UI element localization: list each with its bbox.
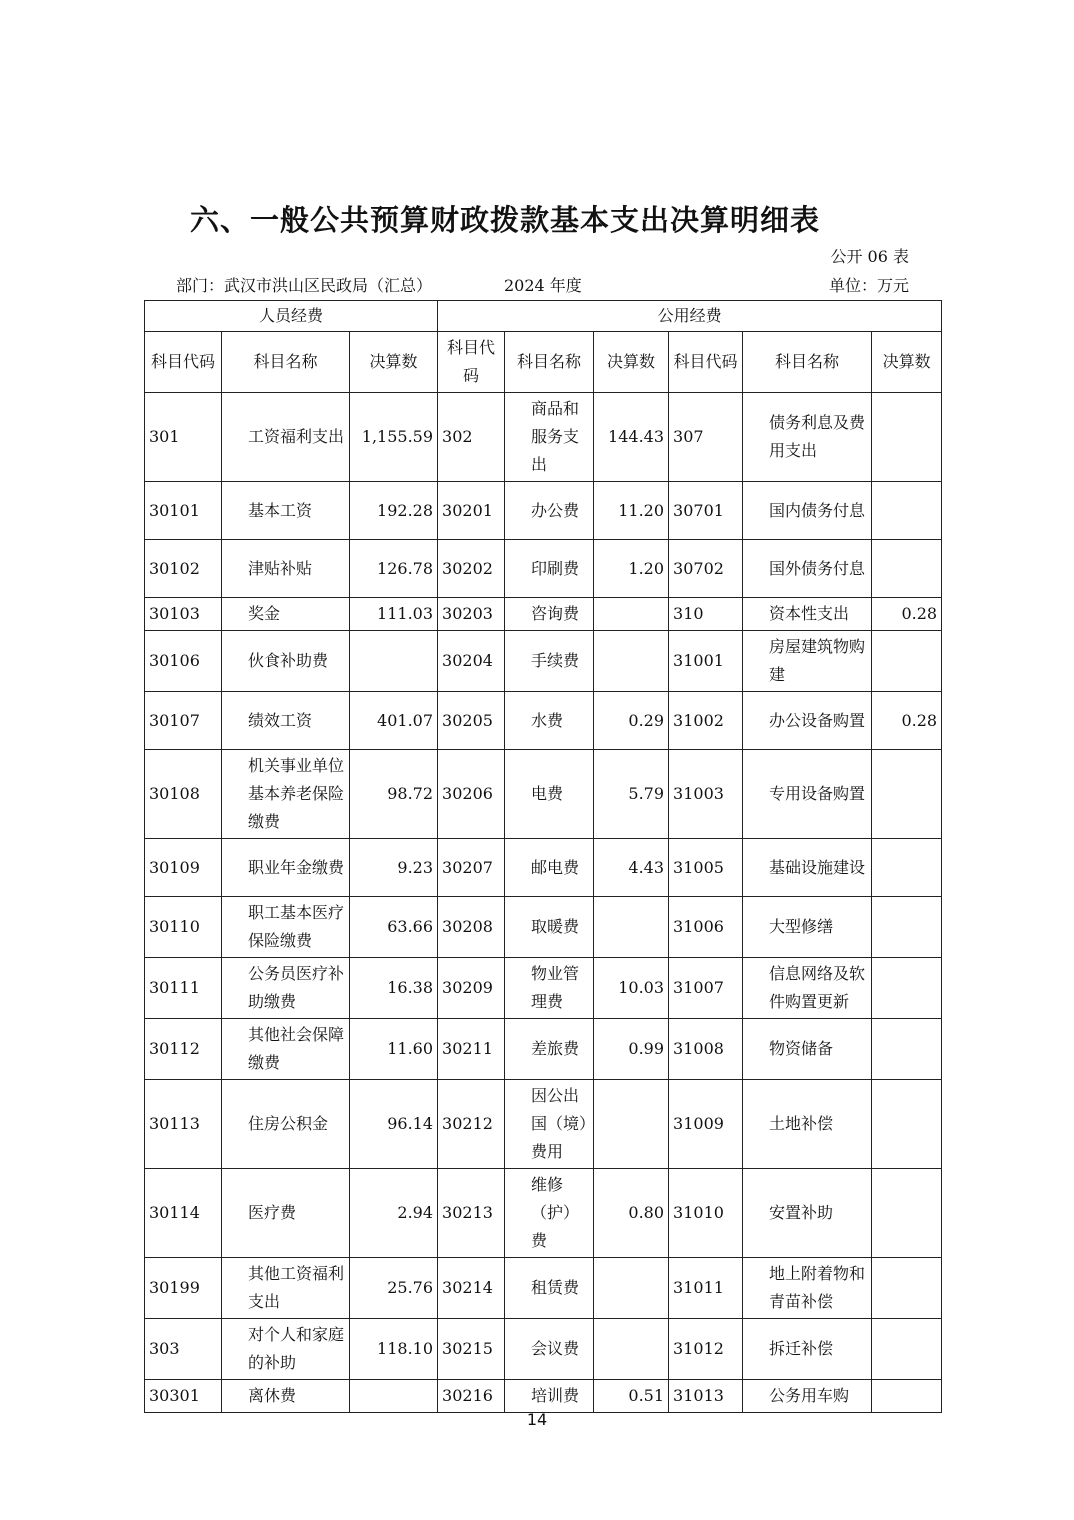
cell-personnel-name: 奖金 bbox=[222, 598, 350, 631]
cell-capital-name: 国内债务付息 bbox=[743, 482, 872, 540]
table-row bbox=[145, 958, 942, 1019]
personnel-group-header: 人员经费 bbox=[145, 301, 438, 332]
cell-personnel-name: 公务员医疗补助缴费 bbox=[222, 958, 350, 1019]
cell-public-name: 办公费 bbox=[505, 482, 594, 540]
page-number: 14 bbox=[526, 1410, 548, 1429]
cell-capital-code: 30702 bbox=[669, 540, 743, 598]
cell-capital-name: 物资储备 bbox=[743, 1019, 872, 1080]
cell-personnel-code: 30106 bbox=[145, 631, 222, 692]
table-row bbox=[145, 598, 942, 631]
cell-public-amount bbox=[594, 631, 669, 692]
cell-public-name: 印刷费 bbox=[505, 540, 594, 598]
cell-capital-amount bbox=[872, 482, 942, 540]
cell-public-amount bbox=[594, 897, 669, 958]
cell-personnel-name: 职工基本医疗保险缴费 bbox=[222, 897, 350, 958]
cell-personnel-code: 30114 bbox=[145, 1169, 222, 1258]
public-group-header: 公用经费 bbox=[438, 301, 942, 332]
cell-personnel-amount: 96.14 bbox=[350, 1080, 438, 1169]
table-row bbox=[145, 393, 942, 482]
cell-capital-amount: 0.28 bbox=[872, 598, 942, 631]
cell-capital-amount: 0.28 bbox=[872, 692, 942, 750]
table-row bbox=[145, 1169, 942, 1258]
cell-public-name: 邮电费 bbox=[505, 839, 594, 897]
cell-personnel-amount: 111.03 bbox=[350, 598, 438, 631]
cell-public-name: 水费 bbox=[505, 692, 594, 750]
cell-personnel-amount: 25.76 bbox=[350, 1258, 438, 1319]
cell-personnel-amount bbox=[350, 1380, 438, 1413]
table-row bbox=[145, 540, 942, 598]
cell-public-amount: 144.43 bbox=[594, 393, 669, 482]
cell-personnel-amount: 192.28 bbox=[350, 482, 438, 540]
cell-public-code: 30215 bbox=[438, 1319, 505, 1380]
cell-capital-code: 31010 bbox=[669, 1169, 743, 1258]
table-row bbox=[145, 1319, 942, 1380]
cell-public-code: 30212 bbox=[438, 1080, 505, 1169]
cell-public-amount: 1.20 bbox=[594, 540, 669, 598]
cell-public-code: 30216 bbox=[438, 1380, 505, 1413]
cell-public-code: 30203 bbox=[438, 598, 505, 631]
table-row bbox=[145, 1080, 942, 1169]
cell-personnel-amount: 63.66 bbox=[350, 897, 438, 958]
cell-public-code: 30205 bbox=[438, 692, 505, 750]
cell-capital-name: 国外债务付息 bbox=[743, 540, 872, 598]
cell-personnel-amount: 1,155.59 bbox=[350, 393, 438, 482]
table-code: 公开 06 表 bbox=[830, 247, 909, 266]
cell-public-amount: 11.20 bbox=[594, 482, 669, 540]
cell-public-name: 租赁费 bbox=[505, 1258, 594, 1319]
cell-public-name: 咨询费 bbox=[505, 598, 594, 631]
cell-capital-name: 房屋建筑物购建 bbox=[743, 631, 872, 692]
cell-public-code: 30207 bbox=[438, 839, 505, 897]
cell-personnel-name: 工资福利支出 bbox=[222, 393, 350, 482]
header-amount: 决算数 bbox=[872, 332, 942, 393]
cell-public-name: 维修（护）费 bbox=[505, 1169, 594, 1258]
cell-personnel-name: 伙食补助费 bbox=[222, 631, 350, 692]
cell-capital-code: 31007 bbox=[669, 958, 743, 1019]
cell-public-code: 30213 bbox=[438, 1169, 505, 1258]
cell-personnel-name: 基本工资 bbox=[222, 482, 350, 540]
cell-personnel-code: 30108 bbox=[145, 750, 222, 839]
cell-capital-code: 31009 bbox=[669, 1080, 743, 1169]
cell-public-amount bbox=[594, 598, 669, 631]
cell-public-code: 30202 bbox=[438, 540, 505, 598]
cell-personnel-name: 医疗费 bbox=[222, 1169, 350, 1258]
cell-public-name: 差旅费 bbox=[505, 1019, 594, 1080]
cell-personnel-amount: 126.78 bbox=[350, 540, 438, 598]
table-row bbox=[145, 750, 942, 839]
cell-personnel-amount: 98.72 bbox=[350, 750, 438, 839]
cell-personnel-name: 住房公积金 bbox=[222, 1080, 350, 1169]
unit-label: 单位：万元 bbox=[828, 276, 909, 295]
cell-capital-amount bbox=[872, 631, 942, 692]
cell-public-amount: 0.80 bbox=[594, 1169, 669, 1258]
header-amount: 决算数 bbox=[594, 332, 669, 393]
cell-capital-amount bbox=[872, 1080, 942, 1169]
cell-public-amount: 0.99 bbox=[594, 1019, 669, 1080]
expenditure-table bbox=[144, 300, 942, 1413]
table-row bbox=[145, 482, 942, 540]
cell-public-amount: 10.03 bbox=[594, 958, 669, 1019]
header-code: 科目代码 bbox=[438, 332, 505, 393]
cell-capital-code: 307 bbox=[669, 393, 743, 482]
header-name: 科目名称 bbox=[505, 332, 594, 393]
cell-personnel-amount bbox=[350, 631, 438, 692]
cell-capital-amount bbox=[872, 897, 942, 958]
cell-capital-code: 31008 bbox=[669, 1019, 743, 1080]
cell-capital-amount bbox=[872, 839, 942, 897]
year-label: 2024 年度 bbox=[504, 276, 582, 295]
cell-capital-name: 安置补助 bbox=[743, 1169, 872, 1258]
header-amount: 决算数 bbox=[350, 332, 438, 393]
cell-capital-amount bbox=[872, 540, 942, 598]
cell-capital-amount bbox=[872, 750, 942, 839]
cell-public-name: 物业管理费 bbox=[505, 958, 594, 1019]
cell-capital-code: 31012 bbox=[669, 1319, 743, 1380]
cell-capital-name: 专用设备购置 bbox=[743, 750, 872, 839]
cell-capital-amount bbox=[872, 1019, 942, 1080]
header-code: 科目代码 bbox=[669, 332, 743, 393]
cell-personnel-code: 301 bbox=[145, 393, 222, 482]
cell-personnel-code: 30102 bbox=[145, 540, 222, 598]
cell-capital-name: 信息网络及软件购置更新 bbox=[743, 958, 872, 1019]
page-title: 六、一般公共预算财政拨款基本支出决算明细表 bbox=[189, 203, 820, 237]
cell-public-name: 商品和服务支出 bbox=[505, 393, 594, 482]
cell-personnel-name: 绩效工资 bbox=[222, 692, 350, 750]
cell-public-code: 30204 bbox=[438, 631, 505, 692]
cell-capital-name: 土地补偿 bbox=[743, 1080, 872, 1169]
header-code: 科目代码 bbox=[145, 332, 222, 393]
cell-capital-amount bbox=[872, 1380, 942, 1413]
cell-capital-code: 31002 bbox=[669, 692, 743, 750]
cell-public-code: 30208 bbox=[438, 897, 505, 958]
cell-capital-code: 31013 bbox=[669, 1380, 743, 1413]
cell-personnel-name: 机关事业单位基本养老保险缴费 bbox=[222, 750, 350, 839]
cell-public-code: 30206 bbox=[438, 750, 505, 839]
cell-personnel-amount: 9.23 bbox=[350, 839, 438, 897]
cell-public-code: 30209 bbox=[438, 958, 505, 1019]
cell-public-name: 电费 bbox=[505, 750, 594, 839]
cell-personnel-amount: 118.10 bbox=[350, 1319, 438, 1380]
cell-personnel-code: 30107 bbox=[145, 692, 222, 750]
cell-capital-amount bbox=[872, 1258, 942, 1319]
cell-personnel-code: 30301 bbox=[145, 1380, 222, 1413]
cell-personnel-name: 职业年金缴费 bbox=[222, 839, 350, 897]
cell-personnel-code: 30109 bbox=[145, 839, 222, 897]
cell-capital-code: 31005 bbox=[669, 839, 743, 897]
cell-capital-code: 31001 bbox=[669, 631, 743, 692]
cell-personnel-code: 30199 bbox=[145, 1258, 222, 1319]
cell-public-name: 会议费 bbox=[505, 1319, 594, 1380]
cell-public-code: 30201 bbox=[438, 482, 505, 540]
cell-personnel-amount: 401.07 bbox=[350, 692, 438, 750]
table-row bbox=[145, 1380, 942, 1413]
cell-capital-name: 债务利息及费用支出 bbox=[743, 393, 872, 482]
cell-public-amount: 0.29 bbox=[594, 692, 669, 750]
cell-personnel-name: 对个人和家庭的补助 bbox=[222, 1319, 350, 1380]
table-row bbox=[145, 631, 942, 692]
cell-personnel-code: 303 bbox=[145, 1319, 222, 1380]
cell-personnel-name: 其他社会保障缴费 bbox=[222, 1019, 350, 1080]
cell-capital-code: 31011 bbox=[669, 1258, 743, 1319]
cell-public-name: 因公出国（境）费用 bbox=[505, 1080, 594, 1169]
cell-capital-code: 31006 bbox=[669, 897, 743, 958]
cell-public-code: 30211 bbox=[438, 1019, 505, 1080]
cell-public-amount bbox=[594, 1319, 669, 1380]
cell-personnel-code: 30111 bbox=[145, 958, 222, 1019]
table-row bbox=[145, 1019, 942, 1080]
cell-capital-name: 基础设施建设 bbox=[743, 839, 872, 897]
table-row bbox=[145, 897, 942, 958]
cell-personnel-code: 30101 bbox=[145, 482, 222, 540]
cell-personnel-name: 津贴补贴 bbox=[222, 540, 350, 598]
cell-personnel-amount: 2.94 bbox=[350, 1169, 438, 1258]
cell-capital-amount bbox=[872, 393, 942, 482]
header-name: 科目名称 bbox=[222, 332, 350, 393]
cell-personnel-code: 30113 bbox=[145, 1080, 222, 1169]
cell-public-name: 取暖费 bbox=[505, 897, 594, 958]
department-label: 部门：武汉市洪山区民政局（汇总） bbox=[176, 276, 433, 295]
table-row bbox=[145, 692, 942, 750]
cell-public-name: 手续费 bbox=[505, 631, 594, 692]
cell-capital-name: 公务用车购 bbox=[743, 1380, 872, 1413]
cell-personnel-amount: 16.38 bbox=[350, 958, 438, 1019]
cell-capital-name: 办公设备购置 bbox=[743, 692, 872, 750]
cell-capital-name: 地上附着物和青苗补偿 bbox=[743, 1258, 872, 1319]
cell-personnel-code: 30110 bbox=[145, 897, 222, 958]
cell-personnel-code: 30112 bbox=[145, 1019, 222, 1080]
cell-personnel-amount: 11.60 bbox=[350, 1019, 438, 1080]
cell-public-code: 302 bbox=[438, 393, 505, 482]
cell-personnel-code: 30103 bbox=[145, 598, 222, 631]
cell-public-amount bbox=[594, 1258, 669, 1319]
header-name: 科目名称 bbox=[743, 332, 872, 393]
cell-capital-code: 310 bbox=[669, 598, 743, 631]
cell-capital-name: 拆迁补偿 bbox=[743, 1319, 872, 1380]
cell-capital-amount bbox=[872, 958, 942, 1019]
cell-public-amount: 0.51 bbox=[594, 1380, 669, 1413]
table-row bbox=[145, 1258, 942, 1319]
cell-personnel-name: 离休费 bbox=[222, 1380, 350, 1413]
cell-public-code: 30214 bbox=[438, 1258, 505, 1319]
cell-capital-code: 30701 bbox=[669, 482, 743, 540]
cell-public-amount: 4.43 bbox=[594, 839, 669, 897]
cell-capital-name: 资本性支出 bbox=[743, 598, 872, 631]
cell-personnel-name: 其他工资福利支出 bbox=[222, 1258, 350, 1319]
cell-capital-amount bbox=[872, 1319, 942, 1380]
cell-capital-name: 大型修缮 bbox=[743, 897, 872, 958]
cell-public-amount bbox=[594, 1080, 669, 1169]
cell-public-amount: 5.79 bbox=[594, 750, 669, 839]
cell-capital-amount bbox=[872, 1169, 942, 1258]
cell-public-name: 培训费 bbox=[505, 1380, 594, 1413]
table-row bbox=[145, 839, 942, 897]
cell-capital-code: 31003 bbox=[669, 750, 743, 839]
